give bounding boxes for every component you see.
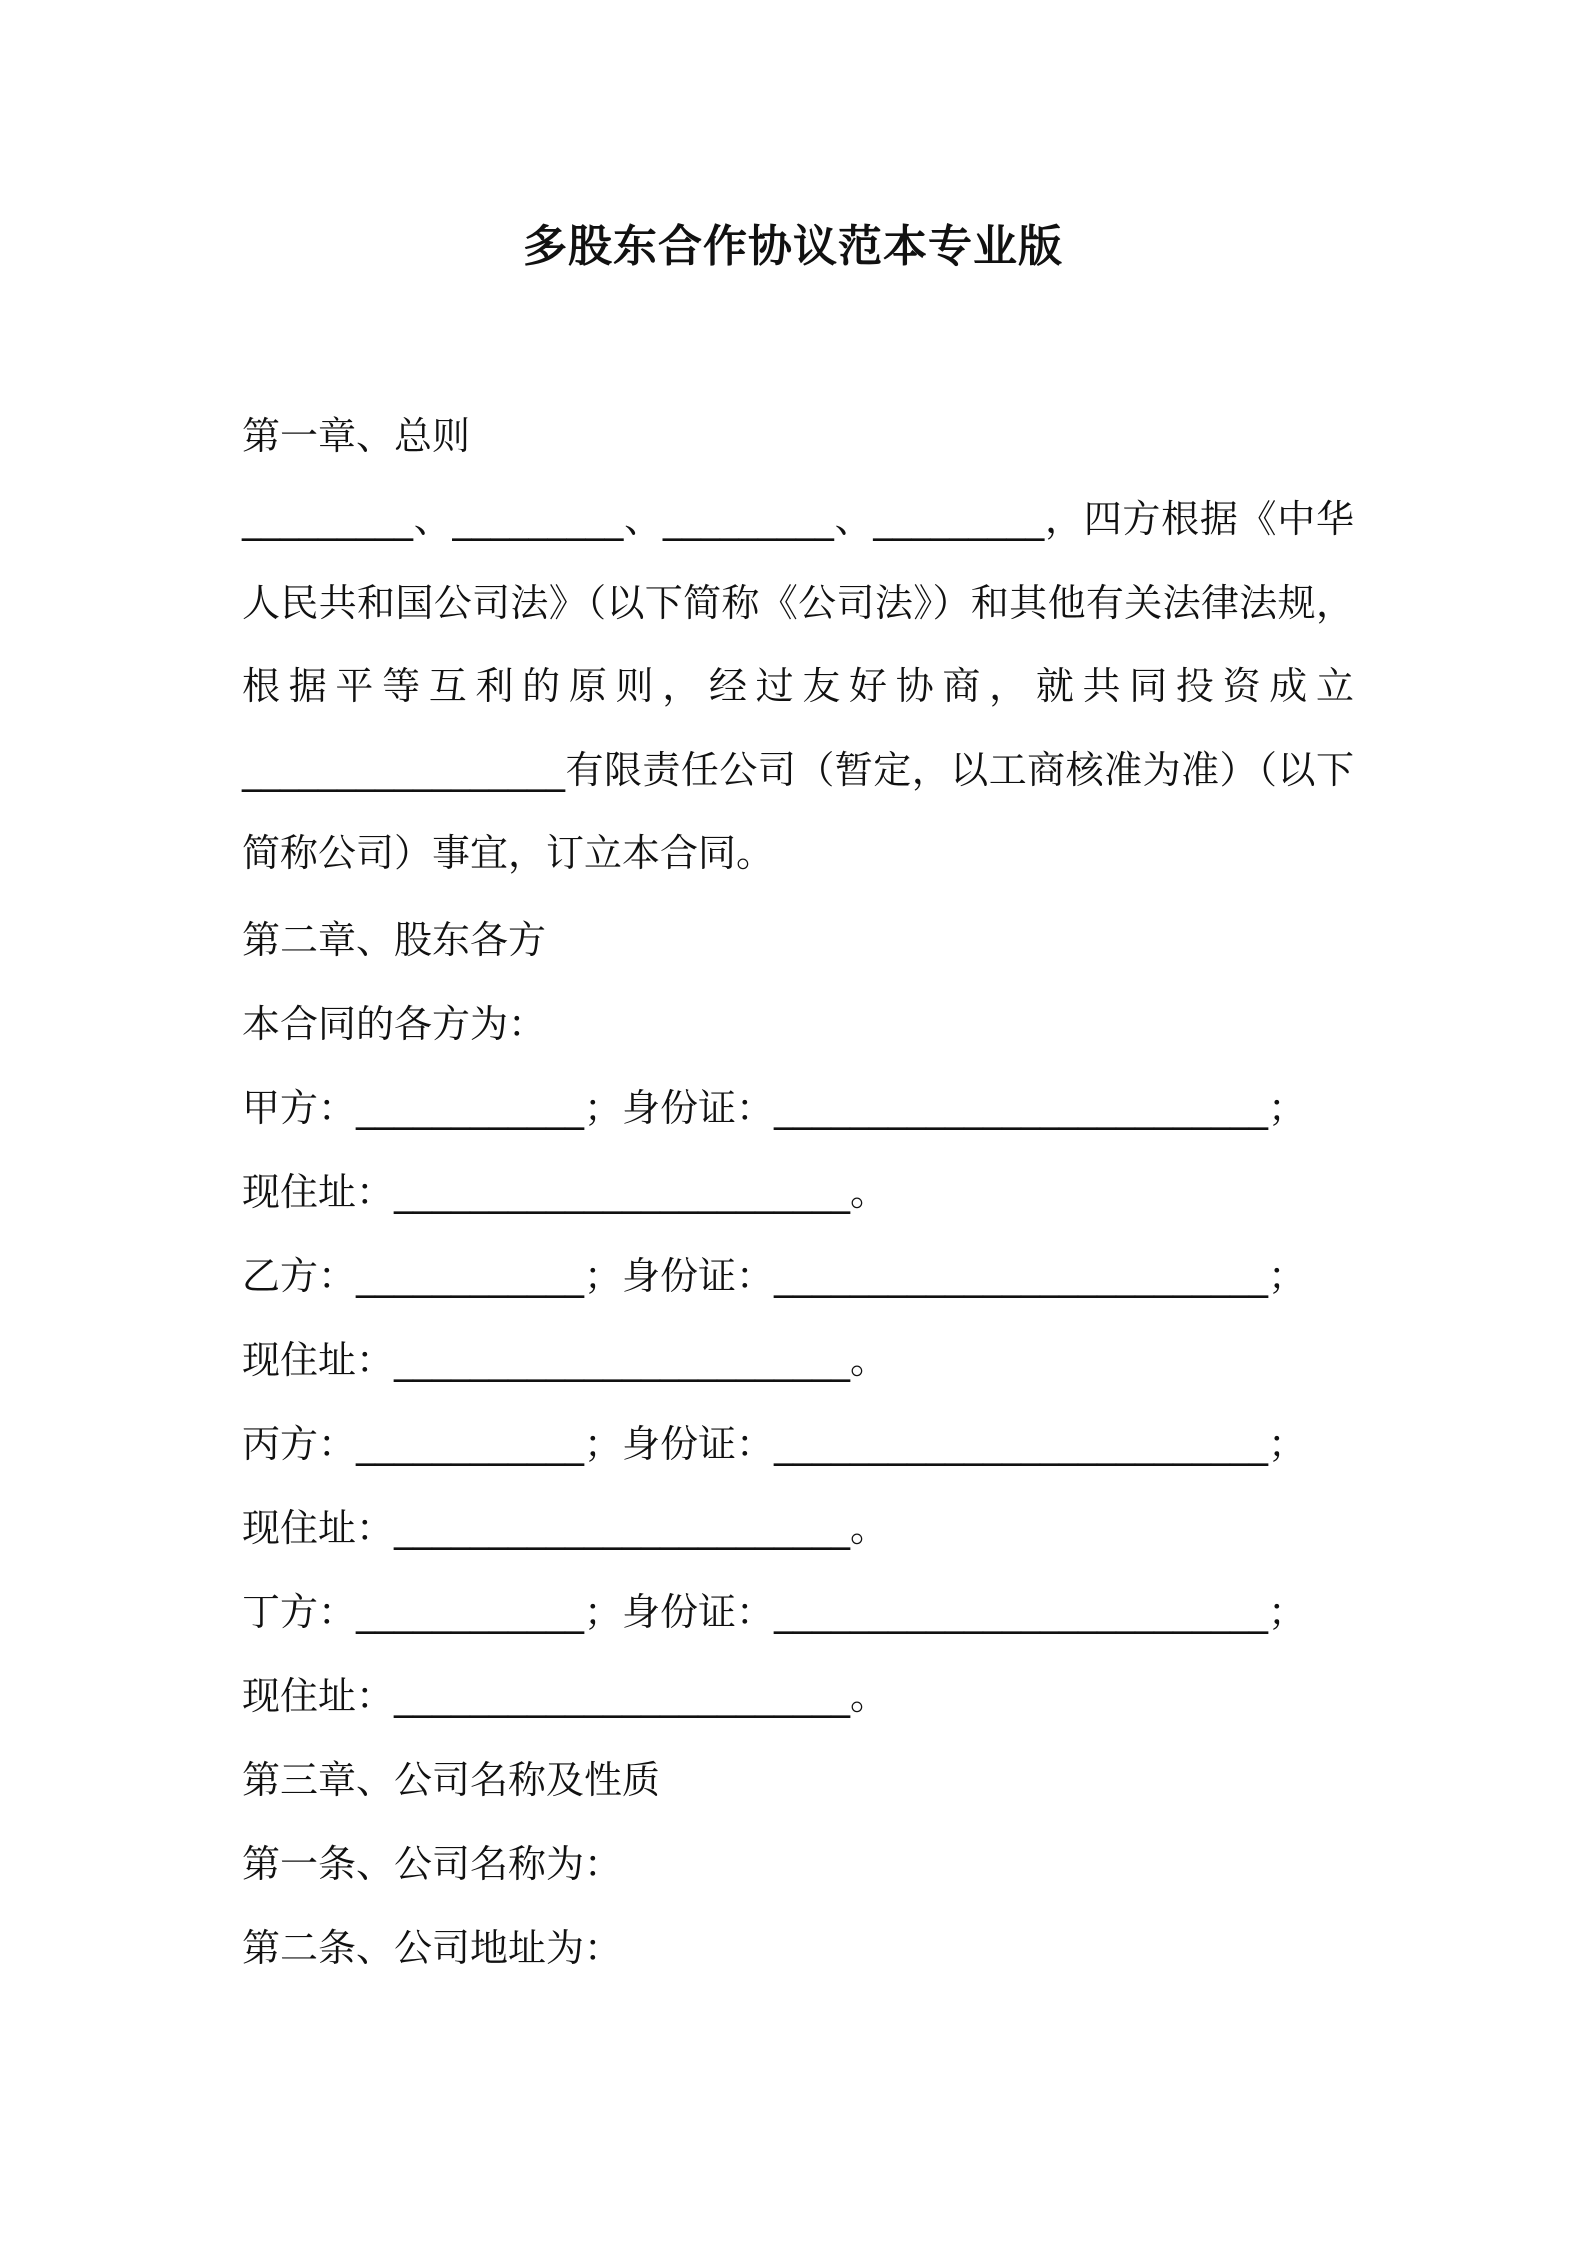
chapter3-heading: 第三章、公司名称及性质 — [242, 1758, 661, 1802]
chapter1-heading: 第一章、总则 — [242, 414, 471, 458]
party-b-address-line: 现住址：________________________。 — [242, 1338, 889, 1382]
chapter2-heading: 第二章、股东各方 — [242, 918, 547, 962]
party-b-id-line: 乙方：____________；身份证：__________________________； — [242, 1254, 1307, 1298]
article-1: 第一条、公司名称为： — [242, 1842, 623, 1886]
article-2: 第二条、公司地址为： — [242, 1926, 623, 1970]
party-a-address-line: 现住址：________________________。 — [242, 1170, 889, 1214]
party-c-address-line: 现住址：________________________。 — [242, 1506, 889, 1550]
party-a-id-line: 甲方：____________；身份证：__________________________； — [242, 1086, 1307, 1130]
party-d-address-line: 现住址：________________________。 — [242, 1674, 889, 1718]
party-d-id-line: 丁方：____________；身份证：__________________________； — [242, 1590, 1307, 1634]
party-c-id-line: 丙方：____________；身份证：__________________________； — [242, 1422, 1307, 1466]
parties-intro: 本合同的各方为： — [242, 1002, 547, 1046]
chapter1-paragraph: _________、_________、_________、_________，四方根据《中华人民共和国公司法》（以下简称《公司法》）和其他有关法律法规，根据平等互利的原则，经过友好协商，就共同投资成立_________________有限责任公司（暂定，以工商核准为准）（以下简称公司）事宜，订立本合同。 — [242, 497, 1354, 875]
document-title: 多股东合作协议范本专业版 — [523, 221, 1063, 272]
